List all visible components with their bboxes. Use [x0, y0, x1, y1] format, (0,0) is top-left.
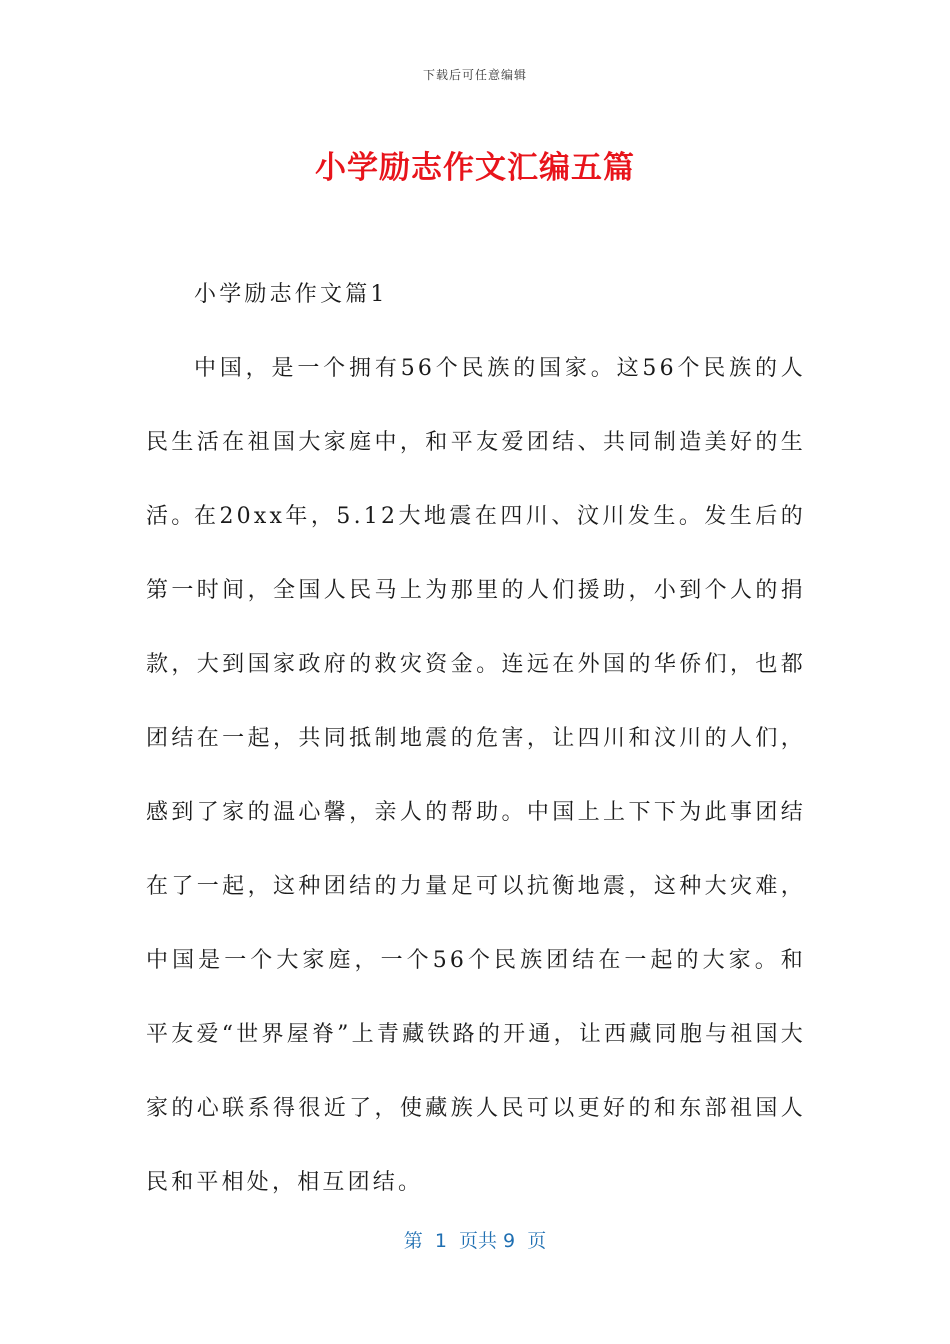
paragraph: 在20xx年，5.12大地震在四川、汶川发生。发生后的第一时间，全国人民马上为那里的人们援助，小到个人的捐款，大到国家政府的救灾资金。连远在外国的华侨们，也都团结在一起，共同抵制地震的危害，让四川和汶川的人们，感到了家的温心馨，亲人的帮助。中国上上下下为此事团结在了一起，这种团结的力量足可以抗衡地震，这种大灾难，中国是一个大家庭，一个56个民族团结在一起的大家。和平友爱“世界屋脊”上青藏铁路的开通，让西藏同胞与祖国大家的心联系得很近了，使藏族人民可以更好的和东部祖国人民和平相处，相互团结。	[146, 504, 806, 1195]
section-heading: 小学励志作文篇1	[194, 282, 388, 307]
paragraph: 中国，是一个拥有56个民族的国家。这56个民族的人民生活在祖国大家庭中，和平友爱团结、共同制造美好的生活。	[146, 356, 806, 529]
header-note: 下载后可任意编辑	[422, 68, 527, 82]
page-number-footer: 第 1 页共 9 页	[403, 1230, 547, 1252]
document-title: 小学励志作文汇编五篇	[315, 150, 635, 186]
